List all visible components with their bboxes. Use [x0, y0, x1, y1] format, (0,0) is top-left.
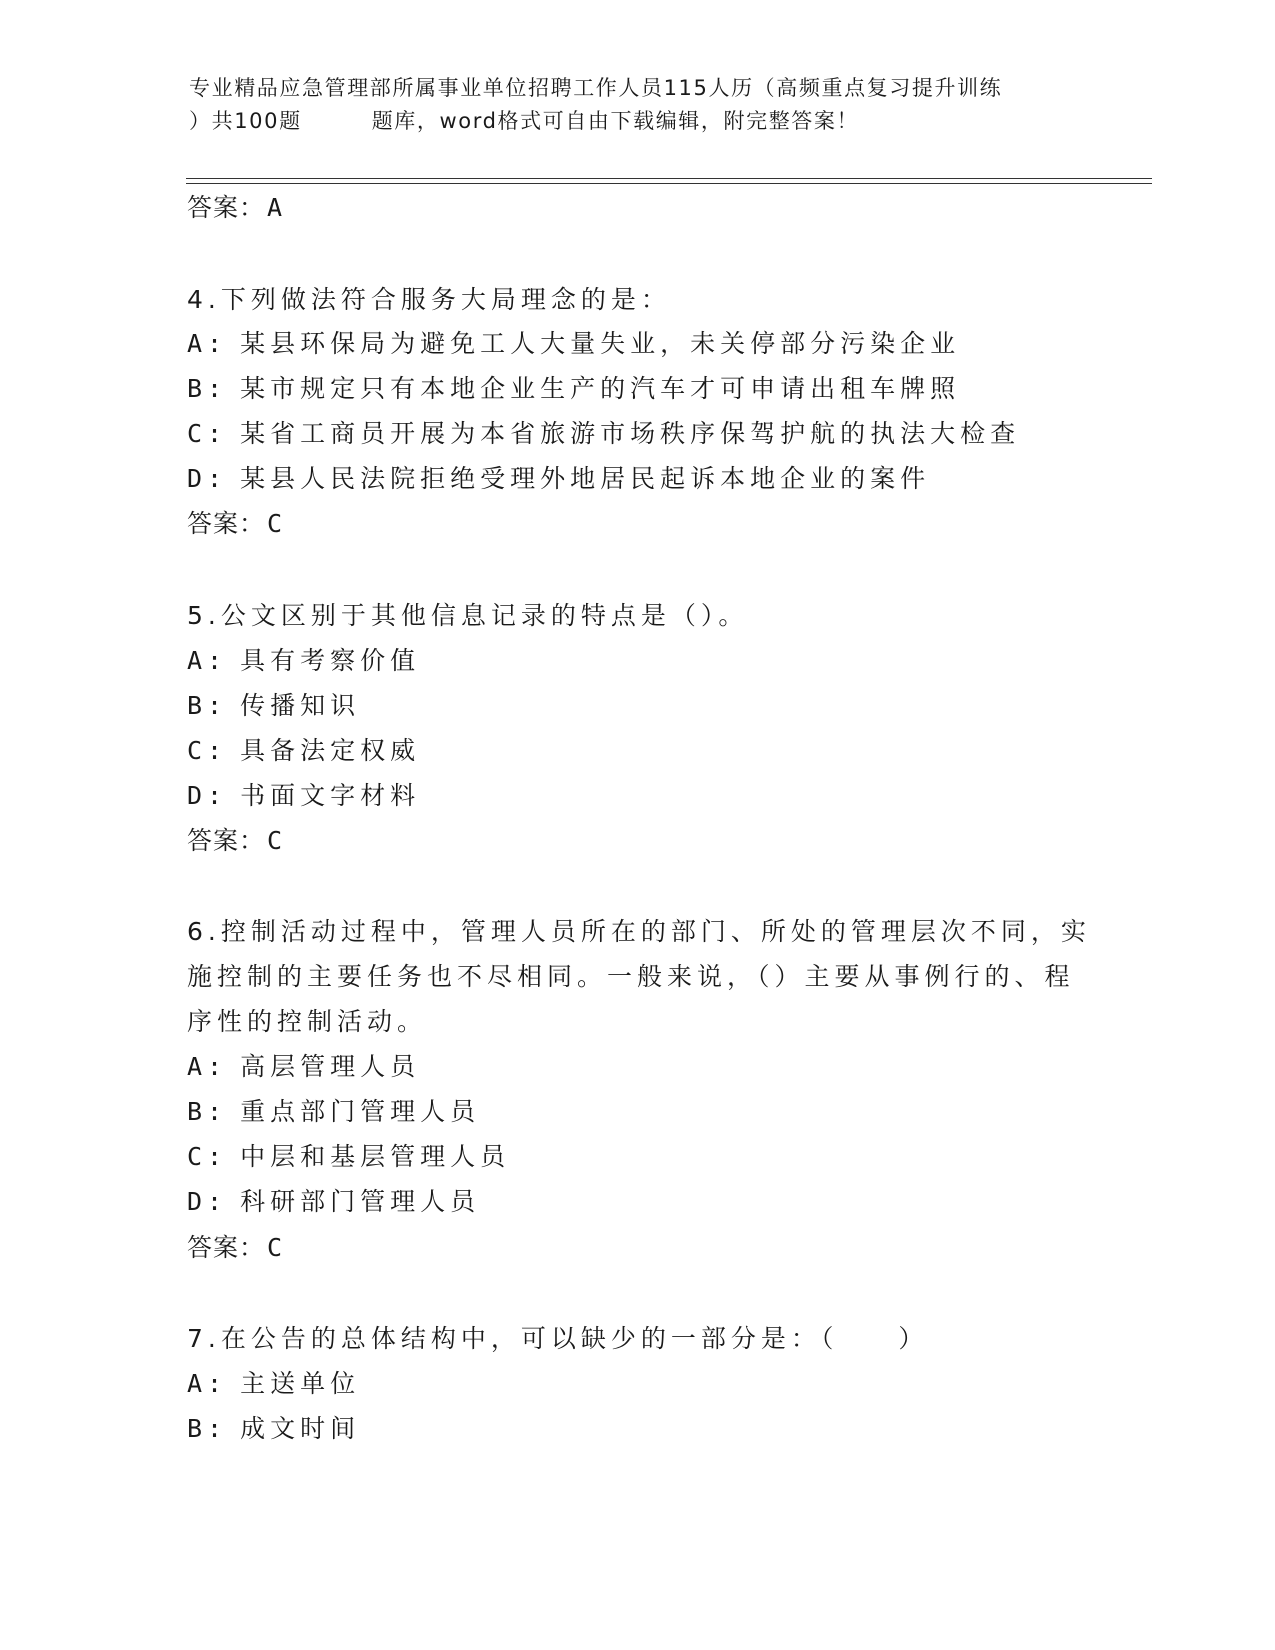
- header-line-1: 专业精品应急管理部所属事业单位招聘工作人员115人历（高频重点复习提升训练: [189, 76, 1003, 100]
- answer-label: 答案：: [187, 193, 266, 222]
- option-key: B:: [187, 1414, 228, 1443]
- question-7-option-a: [187, 1368, 360, 1400]
- question-6-stem-line-3: 序性的控制活动。: [187, 1007, 428, 1036]
- answer-value: A: [267, 193, 284, 222]
- question-7-option-b: [187, 1413, 360, 1445]
- option-key: A:: [187, 1052, 228, 1081]
- question-5-option-b: [187, 690, 360, 722]
- header-line-2-end: 题库，word格式可自由下载编辑，附完整答案！: [371, 109, 860, 133]
- option-key: C:: [187, 419, 228, 448]
- question-7-stem: 7.在公告的总体结构中，可以缺少的一部分是：（ ）: [187, 1324, 929, 1353]
- question-4-option-c: [187, 418, 1020, 450]
- option-text: 主送单位: [240, 1369, 361, 1398]
- answer-q4: [187, 508, 283, 540]
- option-text: 中层和基层管理人员: [240, 1142, 511, 1171]
- option-text: 传播知识: [240, 691, 361, 720]
- answer-label: 答案：: [187, 826, 266, 855]
- question-4-option-a: [187, 328, 960, 360]
- question-6-option-a: [187, 1051, 420, 1083]
- option-text: 某县环保局为避免工人大量失业，未关停部分污染企业: [240, 329, 961, 358]
- option-text: 具备法定权威: [240, 736, 421, 765]
- option-text: 某省工商员开展为本省旅游市场秩序保驾护航的执法大检查: [240, 419, 1021, 448]
- option-key: B:: [187, 691, 228, 720]
- option-key: B:: [187, 374, 228, 403]
- question-6-option-b: [187, 1096, 480, 1128]
- document-header: [189, 72, 1089, 138]
- answer-q3: [187, 192, 283, 224]
- option-text: 书面文字材料: [240, 781, 421, 810]
- option-text: 成文时间: [240, 1414, 361, 1443]
- header-line-2-start: ）共100题: [189, 109, 302, 133]
- answer-label: 答案：: [187, 509, 266, 538]
- question-4-option-d: [187, 463, 930, 495]
- answer-value: C: [267, 509, 284, 538]
- question-6-stem-line-1: 6.控制活动过程中，管理人员所在的部门、所处的管理层次不同，实: [187, 917, 1091, 946]
- question-5-option-c: [187, 735, 420, 767]
- option-text: 具有考察价值: [240, 646, 421, 675]
- option-text: 某县人民法院拒绝受理外地居民起诉本地企业的案件: [240, 464, 931, 493]
- option-key: D:: [187, 464, 228, 493]
- question-5-option-d: [187, 780, 420, 812]
- header-divider-top: [186, 178, 1152, 179]
- answer-value: C: [267, 826, 284, 855]
- header-line-2: [189, 105, 1089, 138]
- question-6-option-c: [187, 1141, 510, 1173]
- answer-q6: [187, 1232, 283, 1264]
- answer-label: 答案：: [187, 1233, 266, 1262]
- option-key: C:: [187, 1142, 228, 1171]
- answer-value: C: [267, 1233, 284, 1262]
- option-text: 科研部门管理人员: [240, 1187, 481, 1216]
- option-key: D:: [187, 781, 228, 810]
- option-text: 高层管理人员: [240, 1052, 421, 1081]
- answer-q5: [187, 825, 283, 857]
- option-key: A:: [187, 646, 228, 675]
- question-4-stem: 4.下列做法符合服务大局理念的是：: [187, 285, 671, 314]
- option-text: 重点部门管理人员: [240, 1097, 481, 1126]
- question-6-option-d: [187, 1186, 480, 1218]
- option-text: 某市规定只有本地企业生产的汽车才可申请出租车牌照: [240, 374, 961, 403]
- question-5-stem: 5.公文区别于其他信息记录的特点是（）。: [187, 601, 749, 630]
- option-key: A:: [187, 1369, 228, 1398]
- header-divider-bottom: [186, 183, 1152, 184]
- question-5-option-a: [187, 645, 420, 677]
- question-6-stem-line-2: 施控制的主要任务也不尽相同。一般来说，（）主要从事例行的、程: [187, 962, 1075, 991]
- option-key: D:: [187, 1187, 228, 1216]
- option-key: B:: [187, 1097, 228, 1126]
- option-key: A:: [187, 329, 228, 358]
- question-4-option-b: [187, 373, 960, 405]
- option-key: C:: [187, 736, 228, 765]
